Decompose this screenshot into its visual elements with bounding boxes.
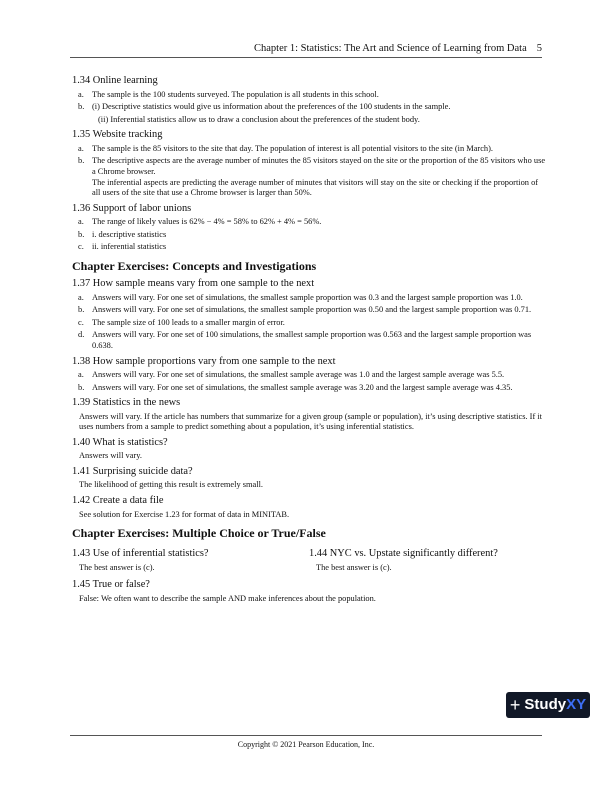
item-text: Answers will vary. For one set of simulations, the smallest sample average was 1.0 and the largest sample average was 5.5. — [92, 370, 505, 379]
answer-item — [72, 293, 546, 304]
section-heading: Chapter Exercises: Multiple Choice or True/False — [72, 526, 326, 541]
exercise-title: 1.38 How sample proportions vary from one sample to the next — [72, 355, 336, 367]
item-label: b. — [78, 102, 85, 112]
answer-text: The likelihood of getting this result is extremely small. — [79, 480, 263, 490]
item-label: b. — [78, 305, 85, 315]
answer-text: Answers will vary. — [79, 451, 142, 461]
exercise-title: 1.40 What is statistics? — [72, 436, 168, 448]
answer-text: False: We often want to describe the sample AND make inferences about the population. — [79, 593, 376, 603]
item-label: a. — [78, 370, 84, 379]
answer-text: The best answer is (c). — [79, 562, 155, 572]
exercise-title: 1.43 Use of inferential statistics? — [72, 548, 209, 560]
item-label: a. — [78, 217, 84, 227]
item-text: The sample is the 100 students surveyed. The population is all students in this school. — [92, 89, 379, 99]
answer-item — [72, 90, 546, 101]
item-text: The range of likely values is 62% − 4% = 58% to 62% + 4% = 56%. — [92, 217, 322, 227]
answer-item — [72, 370, 546, 381]
studyxy-logo — [506, 692, 590, 718]
answer-text: See solution for Exercise 1.23 for format of data in MINITAB. — [79, 509, 290, 519]
item-continuation: The inferential aspects are predicting the average number of minutes that visitors will stay on the site or checking if the proportion of all users of the site that use a Chrome browser is larger than 50%. — [92, 177, 539, 198]
exercise-title: 1.34 Online learning — [72, 75, 158, 86]
item-text: Answers will vary. For one set of 100 simulations, the smallest sample proportion was 0.563 and the largest sample proportion was 0.638. — [92, 330, 532, 350]
exercise-title: 1.42 Create a data file — [72, 495, 164, 507]
plus-icon: + — [509, 695, 521, 715]
item-label: c. — [78, 242, 84, 252]
item-label: a. — [78, 292, 84, 302]
exercise-title: 1.44 NYC vs. Upstate significantly different? — [309, 548, 498, 560]
answer-item — [72, 156, 546, 177]
answer-item — [72, 102, 546, 113]
column-left — [72, 544, 309, 575]
answer-item — [72, 383, 546, 394]
answer-text: Answers will vary. If the article has numbers that summarize for a given group (sample or population), it’s using descriptive statistics. If it uses numbers from a sample to predict something about a population, it’s using inferential statistics. — [79, 411, 542, 432]
item-label: d. — [78, 330, 85, 340]
exercise-title: 1.41 Surprising suicide data? — [72, 465, 193, 477]
copyright-footer: Copyright © 2021 Pearson Education, Inc. — [70, 735, 542, 749]
item-text: Answers will vary. For one set of simulations, the smallest sample average was 3.20 and the largest sample average was 4.35. — [92, 382, 513, 392]
page-content — [72, 71, 546, 606]
item-text: Answers will vary. For one set of simulations, the smallest sample proportion was 0.50 and the largest sample proportion was 0.71. — [92, 305, 532, 315]
logo-word-study: Study — [524, 696, 567, 713]
item-text: (i) Descriptive statistics would give us information about the preferences of the 100 students in the sample. — [92, 102, 451, 112]
answer-item — [72, 242, 546, 253]
answer-item — [72, 305, 546, 316]
logo-word-xy: XY — [566, 696, 587, 713]
exercise-title: 1.37 How sample means vary from one sample to the next — [72, 278, 315, 290]
header-title: Chapter 1: Statistics: The Art and Science of Learning from Data — [254, 43, 527, 54]
answer-text: The best answer is (c). — [316, 562, 392, 572]
answer-item — [72, 318, 546, 329]
answer-item — [72, 144, 546, 155]
two-column-row — [72, 544, 546, 575]
item-label: b. — [78, 229, 85, 239]
item-label: b. — [78, 382, 85, 392]
item-subpart: (ii) Inferential statistics allow us to draw a conclusion about the preferences of the student body. — [98, 114, 420, 124]
item-label: a. — [78, 143, 84, 153]
exercise-title: 1.45 True or false? — [72, 579, 150, 591]
section-heading: Chapter Exercises: Concepts and Investigations — [72, 259, 317, 274]
running-header — [70, 43, 542, 58]
item-label: c. — [78, 317, 84, 327]
item-text: The descriptive aspects are the average number of minutes the 85 visitors stayed on the site or the proportion of the 85 visitors who use a Chrome browser. — [92, 156, 546, 176]
exercise-title: 1.36 Support of labor unions — [72, 202, 192, 214]
exercise-title: 1.39 Statistics in the news — [72, 397, 181, 409]
answer-item — [72, 217, 546, 228]
column-right — [309, 544, 546, 575]
item-text: Answers will vary. For one set of simulations, the smallest sample proportion was 0.3 and the largest sample proportion was 1.0. — [92, 292, 523, 302]
item-text: i. descriptive statistics — [92, 229, 167, 239]
exercise-title: 1.35 Website tracking — [72, 129, 163, 141]
item-label: a. — [78, 89, 84, 99]
page-number: 5 — [536, 43, 542, 54]
item-text: The sample is the 85 visitors to the site that day. The population of interest is all potential visitors to the site (in March). — [92, 143, 493, 153]
answer-item — [72, 330, 546, 351]
item-text: The sample size of 100 leads to a smaller margin of error. — [92, 317, 285, 327]
answer-item — [72, 230, 546, 241]
item-text: ii. inferential statistics — [92, 242, 167, 252]
item-label: b. — [78, 156, 85, 166]
